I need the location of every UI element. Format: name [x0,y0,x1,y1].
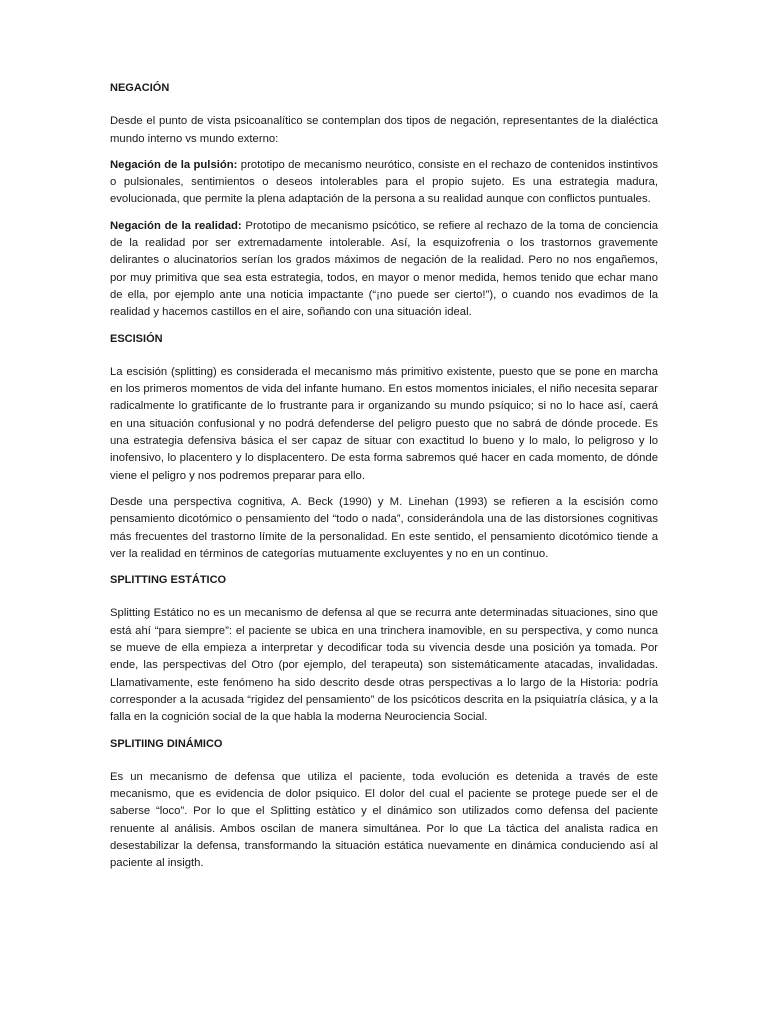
section-heading-negacion: NEGACIÓN [110,82,170,94]
negacion-realidad-text: Prototipo de mecanismo psicótico, se refiere al rechazo de la toma de conciencia de la realidad por ser extremadamente intolerable. Así, la esquizofrenia o los trastornos gravemente delirantes o alucinatorios serían los grados máximos de negación de la realidad. Pero no nos engañemos, por muy primitiva que sea esta estrategia, todos, en mayor o menor medida, hemos tenido que echar mano de ella, por ejemplo ante una noticia impactante (“¡no puede ser cierto!”), o cuando nos evadimos de la realidad y hacemos castillos en el aire, soñando con una situación ideal. [110,219,658,319]
negacion-intro-paragraph: Desde el punto de vista psicoanalítico se contemplan dos tipos de negación, representantes de la dialéctica mundo interno vs mundo externo: [110,115,658,145]
negacion-realidad-paragraph [110,218,658,322]
negacion-realidad-term: Negación de la realidad: [110,219,242,232]
escision-paragraph-1: La escisión (splitting) es considerada el mecanismo más primitivo existente, puesto que se pone en marcha en los primeros momentos de vida del infante humano. En estos momentos iniciales, el niño necesita separar radicalmente lo gratificante de lo frustrante para ir organizando su mundo psíquico; si no lo hace así, caerá en una situación confusional y no podrá defenderse del peligro puesto que no sabrá de dónde procede. Es una estrategia defensiva básica el ser capaz de situar con exactitud lo bueno y lo malo, lo peligroso y lo inofensivo, lo placentero y lo displacentero. De esta forma sabremos qué hacer en cada momento, de dónde viene el peligro y nos podremos preparar para ello. [110,365,658,482]
escision-paragraph-2: Desde una perspectiva cognitiva, A. Beck (1990) y M. Linehan (1993) se refieren a la escisión como pensamiento dicotómico o pensamiento del “todo o nada”, considerándola una de las distorsiones cognitivas más frecuentes del trastorno límite de la personalidad. En este sentido, el pensamiento dicotómico tiende a ver la realidad en términos de categorías mutuamente excluyentes y no en un continuo. [110,495,658,560]
negacion-pulsion-term: Negación de la pulsión: [110,158,238,171]
document-page [110,80,658,882]
section-heading-splitting-estatico: SPLITTING ESTÁTICO [110,574,227,587]
section-heading-splitiing-dinamico: SPLITIING DINÁMICO [110,737,223,750]
splitting-estatico-paragraph: Splitting Estático no es un mecanismo de defensa al que se recurra ante determinadas situaciones, sino que está ahí “para siempre”: el paciente se ubica en una trinchera inamovible, en su perspectiva, y como nunca se mueve de ella empieza a interpretar y decodificar toda su vivencia desde una posición ya tomada. Por ende, las perspectivas del Otro (por ejemplo, del terapeuta) son sistemáticamente atacadas, invalidadas. Llamativamente, este fenómeno ha sido descrito desde otras perspectivas a lo largo de la Historia: podría corresponder a la acusada “rigidez del pensamiento” de los psicóticos descrita en la psiquiatría clásica, y a la falla en la cognición social de la que habla la moderna Neurociencia Social. [110,607,658,724]
section-heading-escision: ESCISIÓN [110,332,163,345]
splitiing-dinamico-paragraph: Es un mecanismo de defensa que utiliza el paciente, toda evolución es detenida a través de este mecanismo, que es evidencia de dolor psiquico. El dolor del cual el paciente se protege puede ser el de saberse “loco”. Por lo que el Splitting estàtico y el dinámico son utilizados como defensa del paciente renuente al análisis. Ambos oscilan de manera simultánea. Por lo que La táctica del analista radica en desestabilizar la defensa, transformando la situación estática nuevamente en dinámica conduciendo así al paciente al insigth. [110,770,658,870]
negacion-pulsion-text: prototipo de mecanismo neurótico, consiste en el rechazo de contenidos instintivos o pulsionales, sentimientos o deseos intolerables para el propio sujeto. Es una estrategia madura, evolucionada, que permite la plena adaptación de la persona a su realidad aunque con conflictos puntuales. [110,158,658,206]
negacion-pulsion-paragraph [110,157,658,209]
